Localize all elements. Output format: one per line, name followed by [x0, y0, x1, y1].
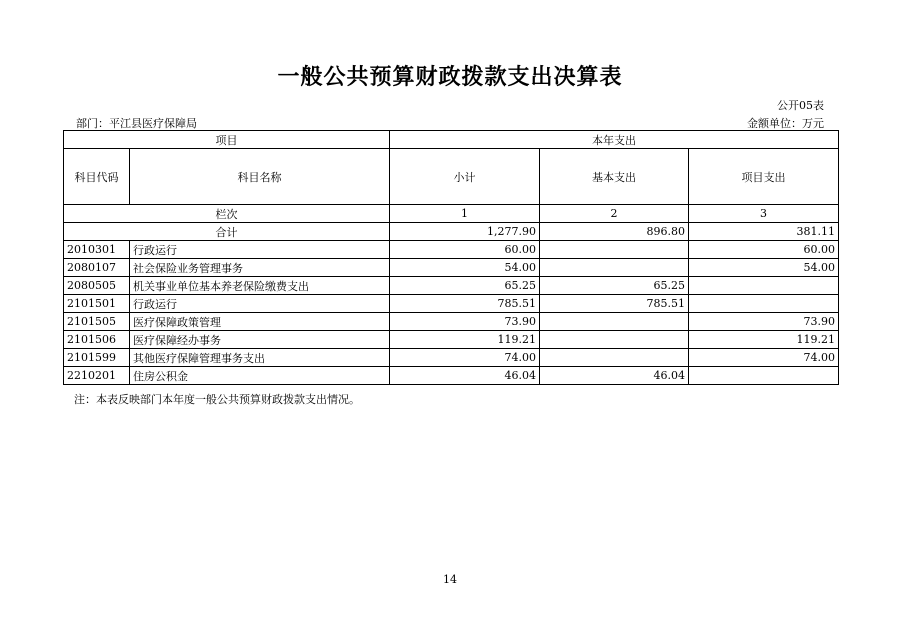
row-basic: 785.51	[540, 295, 689, 313]
table-note: 注：本表反映部门本年度一般公共预算财政拨款支出情况。	[74, 393, 360, 406]
row-project: 60.00	[689, 241, 839, 259]
row-subtotal: 60.00	[390, 241, 540, 259]
header-current-year: 本年支出	[390, 131, 839, 149]
total-label: 合计	[64, 223, 390, 241]
column-label: 栏次	[64, 205, 390, 223]
row-code: 2080107	[64, 259, 130, 277]
column-number-1: 1	[390, 205, 540, 223]
row-code: 2101599	[64, 349, 130, 367]
row-subtotal: 785.51	[390, 295, 540, 313]
row-code: 2101505	[64, 313, 130, 331]
row-name: 住房公积金	[130, 367, 390, 385]
column-number-row	[64, 205, 839, 223]
row-basic	[540, 349, 689, 367]
row-code: 2101506	[64, 331, 130, 349]
header-row-2	[64, 149, 839, 205]
page-title: 一般公共预算财政拨款支出决算表	[277, 65, 623, 90]
total-subtotal: 1,277.90	[390, 223, 540, 241]
header-subtotal: 小计	[390, 149, 540, 205]
row-basic	[540, 313, 689, 331]
row-project	[689, 295, 839, 313]
page-number: 14	[443, 573, 457, 586]
total-row	[64, 223, 839, 241]
expenditure-table	[63, 130, 839, 385]
total-basic: 896.80	[540, 223, 689, 241]
row-name: 机关事业单位基本养老保险缴费支出	[130, 277, 390, 295]
row-name: 行政运行	[130, 241, 390, 259]
table-row	[64, 277, 839, 295]
row-basic: 46.04	[540, 367, 689, 385]
row-project: 119.21	[689, 331, 839, 349]
row-basic	[540, 259, 689, 277]
row-code: 2080505	[64, 277, 130, 295]
row-name: 医疗保障政策管理	[130, 313, 390, 331]
row-subtotal: 73.90	[390, 313, 540, 331]
row-code: 2010301	[64, 241, 130, 259]
total-project: 381.11	[689, 223, 839, 241]
header-basic: 基本支出	[540, 149, 689, 205]
row-name: 行政运行	[130, 295, 390, 313]
header-project-expense: 项目支出	[689, 149, 839, 205]
table-row	[64, 367, 839, 385]
header-row-1	[64, 131, 839, 149]
row-project	[689, 367, 839, 385]
column-number-2: 2	[540, 205, 689, 223]
form-number: 公开05表	[777, 99, 824, 112]
table-row	[64, 241, 839, 259]
row-subtotal: 46.04	[390, 367, 540, 385]
row-subtotal: 74.00	[390, 349, 540, 367]
row-basic	[540, 331, 689, 349]
row-project: 73.90	[689, 313, 839, 331]
row-project: 54.00	[689, 259, 839, 277]
department-label: 部门：平江县医疗保障局	[76, 117, 197, 130]
row-project	[689, 277, 839, 295]
row-name: 医疗保障经办事务	[130, 331, 390, 349]
table-row	[64, 331, 839, 349]
table-row	[64, 349, 839, 367]
amount-unit-label: 金额单位：万元	[747, 117, 824, 130]
row-basic	[540, 241, 689, 259]
row-subtotal: 119.21	[390, 331, 540, 349]
header-name: 科目名称	[130, 149, 390, 205]
header-code: 科目代码	[64, 149, 130, 205]
row-name: 其他医疗保障管理事务支出	[130, 349, 390, 367]
header-project: 项目	[64, 131, 390, 149]
row-code: 2210201	[64, 367, 130, 385]
table-row	[64, 259, 839, 277]
row-subtotal: 54.00	[390, 259, 540, 277]
table-row	[64, 313, 839, 331]
row-subtotal: 65.25	[390, 277, 540, 295]
row-project: 74.00	[689, 349, 839, 367]
row-code: 2101501	[64, 295, 130, 313]
column-number-3: 3	[689, 205, 839, 223]
row-basic: 65.25	[540, 277, 689, 295]
table-row	[64, 295, 839, 313]
row-name: 社会保险业务管理事务	[130, 259, 390, 277]
